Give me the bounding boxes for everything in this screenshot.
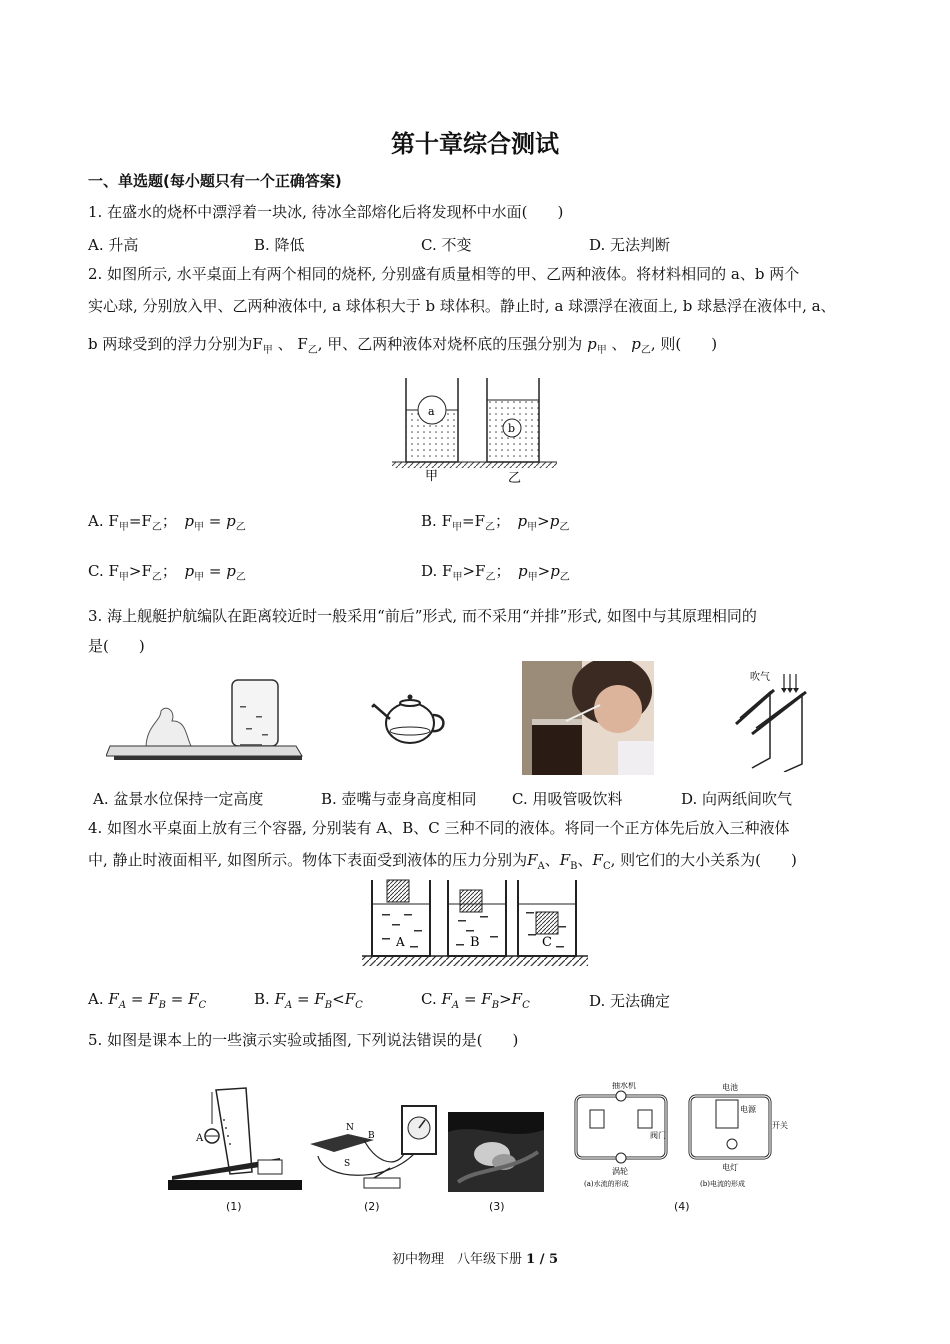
ball-b-label: b — [508, 422, 516, 435]
straw-drink-photo — [522, 661, 654, 775]
fig2-b-label: B — [368, 1131, 375, 1141]
fig-number-3: (3) — [489, 1200, 505, 1213]
fig-number-2: (2) — [364, 1200, 380, 1213]
section-heading: 一、单选题(每小题只有一个正确答案) — [88, 172, 342, 190]
source-label: 电源 — [740, 1105, 756, 1114]
switch-label: 开关 — [772, 1121, 788, 1130]
q5-fig1-incline — [168, 1084, 304, 1194]
q2-option-c: C. $F_甲>F_乙$； $p_甲 = p_乙$ — [88, 562, 246, 583]
page-number: 1 / 5 — [526, 1252, 559, 1267]
question-4-line2: 中, 静止时液面相平, 如图所示。物体下表面受到液体的压力分别为$F_A$、$F_B$、$F_C$, 则它们的大小关系为( ) — [88, 851, 797, 872]
fig2-s-label: S — [344, 1159, 351, 1169]
footer-label: 初中物理 八年级下册 — [391, 1252, 522, 1267]
q5-fig3-photo — [448, 1112, 544, 1192]
blow-label: 吹气 — [750, 672, 770, 683]
q2-option-b: B. $F_甲=F_乙$； $p_甲>p_乙$ — [421, 512, 570, 533]
question-3-line2: 是( ) — [88, 637, 145, 655]
turbine-label: 涡轮 — [612, 1167, 628, 1176]
question-1-stem: 1. 在盛水的烧杯中漂浮着一块冰, 待冰全部熔化后将发现杯中水面( ) — [88, 203, 564, 221]
q1-option-d: D. 无法判断 — [589, 236, 671, 254]
beaker-jia-label: 甲 — [425, 469, 439, 484]
q4-option-d: D. 无法确定 — [589, 992, 671, 1010]
fig2-n-label: N — [346, 1123, 354, 1133]
pump-label: 抽水机 — [612, 1082, 636, 1090]
water-flow-caption: (a)水流的形成 — [584, 1180, 629, 1188]
q4-containers-figure — [362, 876, 590, 972]
q5-fig4-circuits — [566, 1082, 796, 1194]
question-2-line3: b 两球受到的浮力分别为$F_甲$ 、 $F_乙$, 甲、乙两种液体对烧杯底的压强分别为 $p_甲$ 、 $p_乙$, 则( ) — [88, 335, 718, 356]
bonsai-water-figure — [106, 676, 306, 766]
battery-label: 电池 — [722, 1083, 738, 1092]
question-4-line1: 4. 如图水平桌面上放有三个容器, 分别装有 A、B、C 三种不同的液体。将同一个正方体先后放入三种液体 — [88, 819, 790, 837]
question-5-stem: 5. 如图是课本上的一些演示实验或插图, 下列说法错误的是( ) — [88, 1031, 519, 1049]
fig-number-1: (1) — [226, 1200, 242, 1213]
page-footer — [0, 1248, 950, 1267]
q2-beakers-figure — [392, 376, 560, 488]
blow-papers-figure — [730, 668, 820, 772]
lamp-label: 电灯 — [722, 1163, 738, 1172]
q3-caption-c: C. 用吸管吸饮料 — [512, 790, 623, 808]
page-title: 第十章综合测试 — [391, 130, 559, 158]
q2-option-a: A. $F_甲=F_乙$； $p_甲 = p_乙$ — [88, 512, 246, 533]
q1-option-a: A. 升高 — [88, 236, 139, 254]
q3-caption-b: B. 壶嘴与壶身高度相同 — [321, 790, 477, 808]
container-c-label: C — [542, 935, 552, 950]
container-b-label: B — [470, 935, 480, 950]
question-3-line1: 3. 海上舰艇护航编队在距离较近时一般采用“前后”形式, 而不采用“并排”形式, 如图中与其原理相同的 — [88, 607, 757, 625]
question-2-line1: 2. 如图所示, 水平桌面上有两个相同的烧杯, 分别盛有质量相等的甲、乙两种液体。将材料相同的 a、b 两个 — [88, 265, 800, 283]
q5-fig2-induction — [304, 1100, 444, 1192]
container-a-label: A — [396, 935, 405, 949]
q4-option-a: A. $F_A = F_B = F_C$ — [88, 990, 207, 1011]
beaker-yi-label: 乙 — [508, 471, 522, 486]
question-2-line2: 实心球, 分别放入甲、乙两种液体中, a 球体积大于 b 球体积。静止时, a 球漂浮在液面上, b 球悬浮在液体中, a、 — [88, 297, 836, 315]
q2-option-d: D. $F_甲>F_乙$； $p_甲>p_乙$ — [421, 562, 570, 583]
q4-option-b: B. $F_A = F_B<F_C$ — [254, 990, 363, 1011]
q3-caption-a: A. 盆景水位保持一定高度 — [93, 790, 264, 808]
ball-a-label: a — [428, 405, 435, 418]
q3-caption-d: D. 向两纸间吹气 — [681, 790, 793, 808]
q1-option-b: B. 降低 — [254, 236, 305, 254]
q4-option-c: C. $F_A = F_B>F_C$ — [421, 990, 530, 1011]
fig-number-4: (4) — [674, 1200, 690, 1213]
fig1-ball-label: A — [196, 1133, 204, 1144]
valve-label: 阀门 — [650, 1131, 666, 1140]
teapot-figure — [370, 685, 450, 747]
q1-option-c: C. 不变 — [421, 236, 472, 254]
current-flow-caption: (b)电流的形成 — [700, 1180, 745, 1188]
